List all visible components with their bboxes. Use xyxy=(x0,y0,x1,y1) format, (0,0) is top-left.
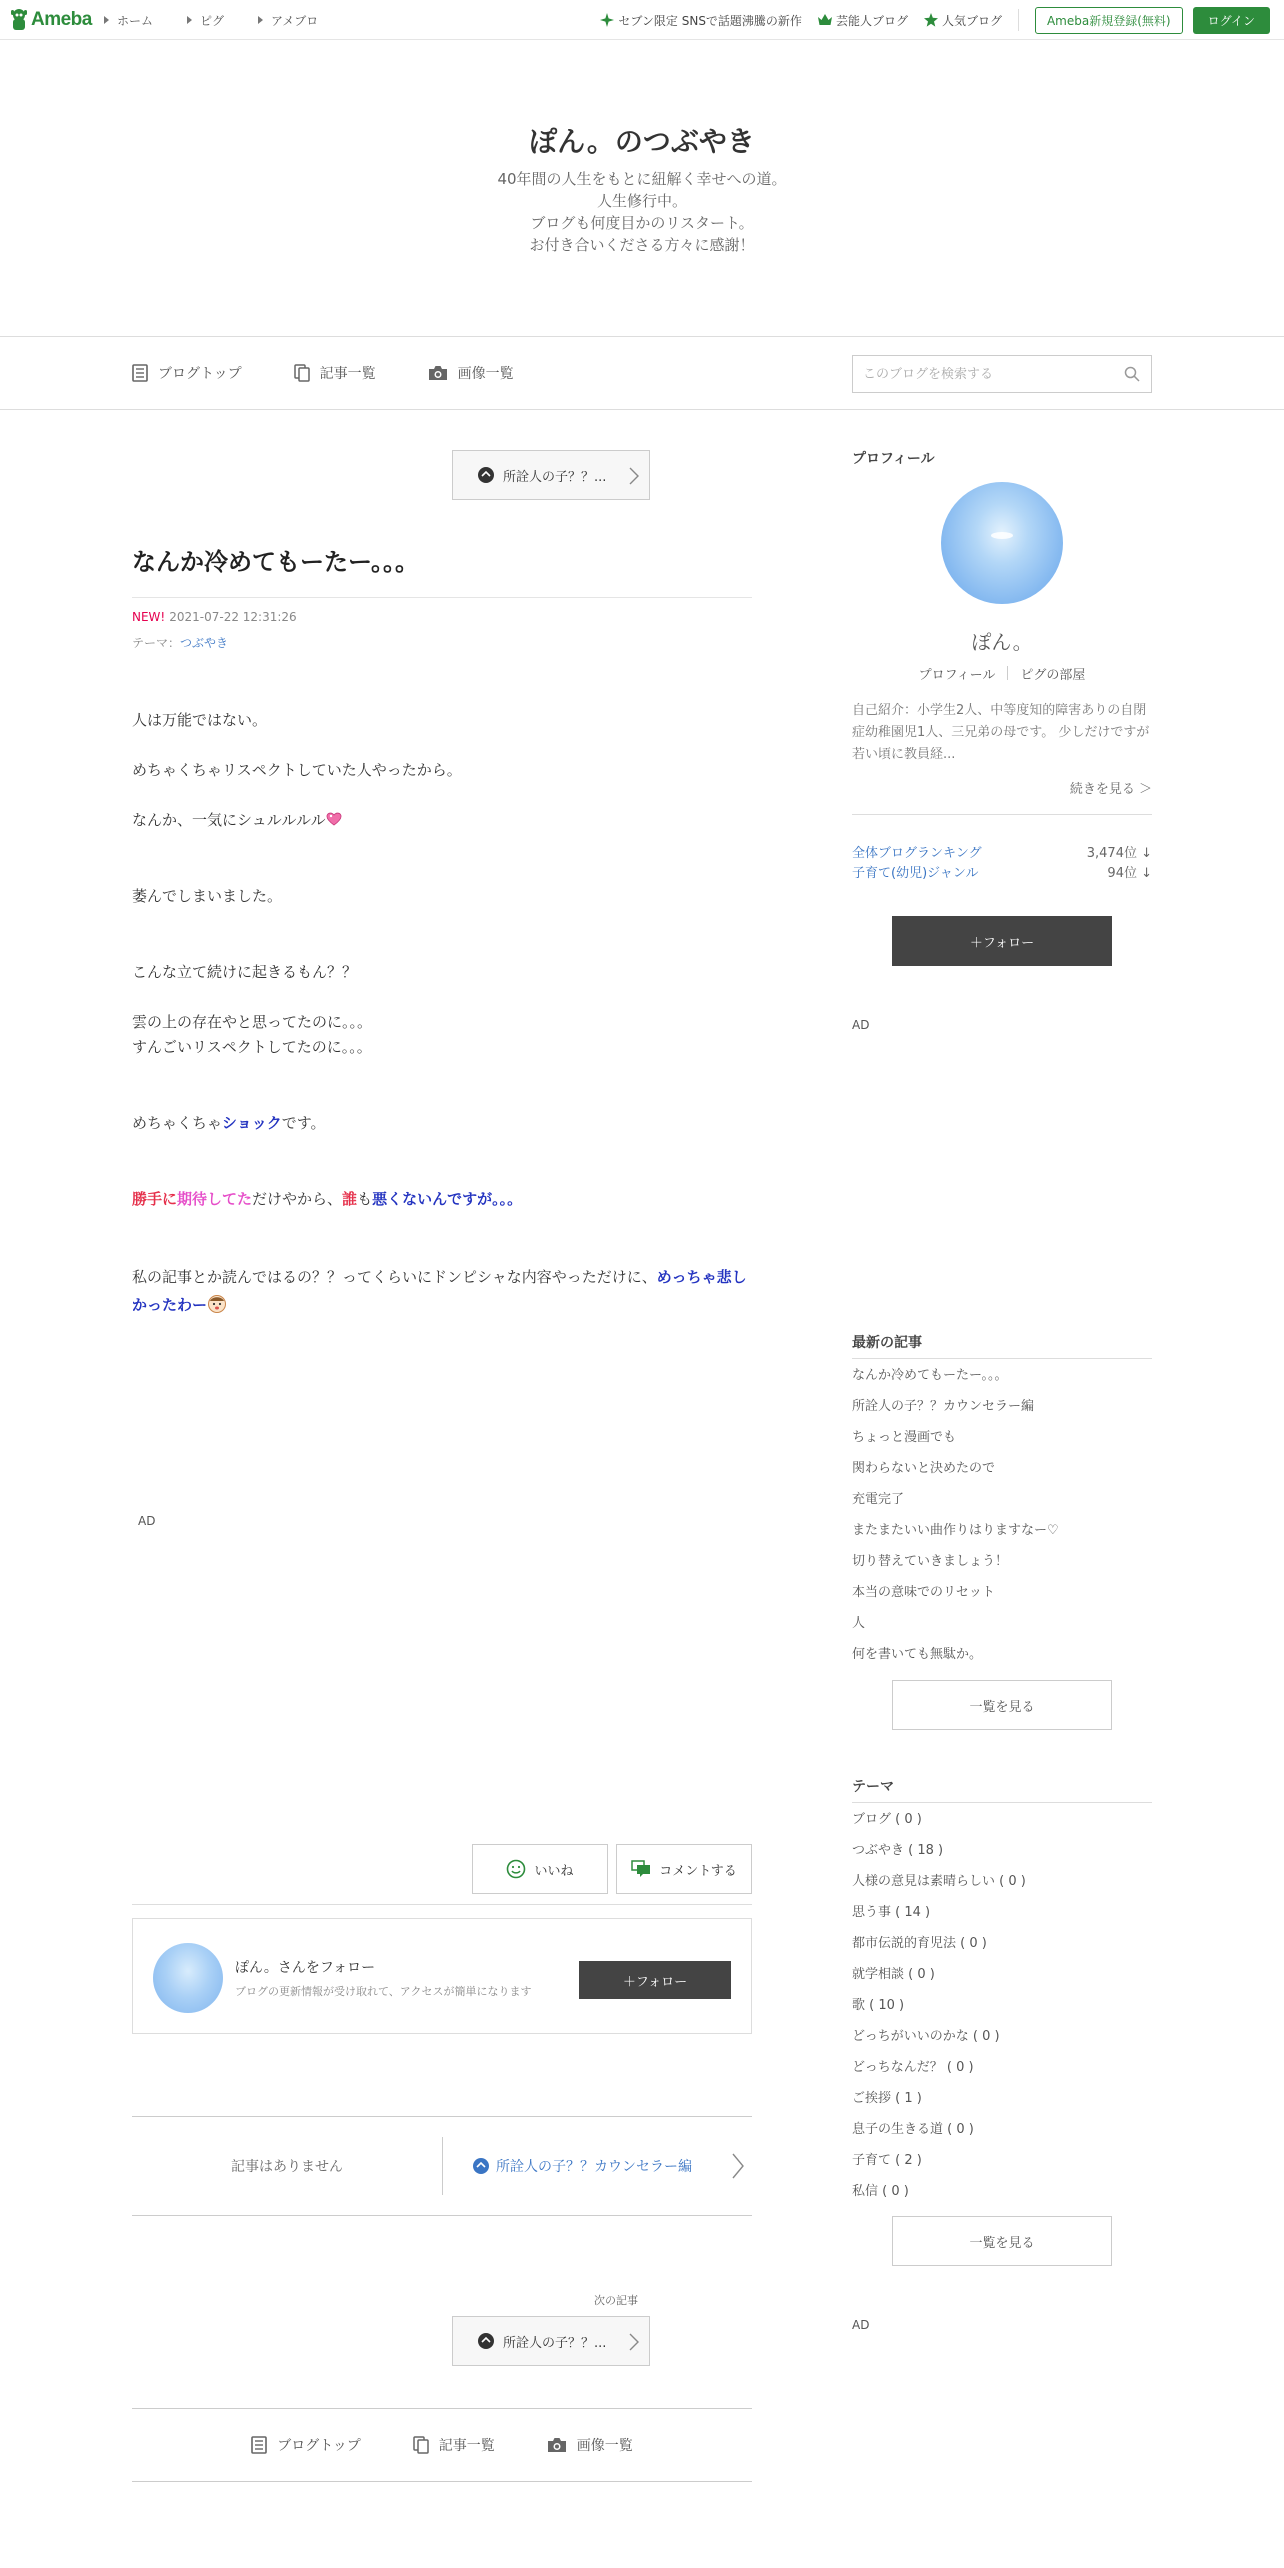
article-theme xyxy=(132,634,228,651)
ameba-mascot-icon xyxy=(10,8,28,32)
top-bar xyxy=(0,0,1284,40)
theme-link[interactable]: 子育て ( 2 ) xyxy=(852,2153,922,2168)
body-text: も xyxy=(357,1190,373,1208)
follow-button[interactable]: ＋フォロー xyxy=(579,1961,731,1999)
divider xyxy=(852,814,1152,815)
emphasis-text: 悪くないんですが。。。 xyxy=(372,1190,523,1208)
blog-title[interactable]: ぽん。のつぶやき xyxy=(529,125,755,158)
theme-link[interactable]: 就学相談 ( 0 ) xyxy=(852,1967,935,1982)
divider xyxy=(442,2137,443,2195)
top-right-links xyxy=(584,0,1270,40)
body-paragraph xyxy=(132,1187,752,1212)
recent-article-link[interactable]: なんか冷めてもーたー。。。 xyxy=(852,1368,1008,1383)
recent-more-button[interactable]: 一覧を見る xyxy=(892,1680,1112,1730)
chevron-right-icon xyxy=(732,2153,744,2179)
recent-article-link[interactable]: 何を書いても無駄か。 xyxy=(852,1647,983,1662)
popular-blog-link[interactable] xyxy=(924,12,1002,29)
body-paragraph xyxy=(132,1111,752,1136)
description-line: お付き合いくださる方々に感謝！ xyxy=(529,236,755,254)
topnav-label: アメブロ xyxy=(271,13,319,28)
recent-article-link[interactable]: 関わらないと決めたので xyxy=(852,1461,996,1476)
pager-label: 所詮人の子？？... xyxy=(503,2335,607,2351)
theme-link[interactable]: 人様の意見は素晴らしい ( 0 ) xyxy=(852,1874,1026,1889)
theme-link[interactable]: 思う事 ( 14 ) xyxy=(852,1905,931,1920)
next-article-pager-top[interactable] xyxy=(452,450,650,500)
caret-right-icon xyxy=(258,16,263,24)
link-label: 芸能人ブログ xyxy=(835,13,908,28)
ad-label: AD xyxy=(852,2318,870,2332)
description-line: ブログも何度目かのリスタート。 xyxy=(530,214,754,232)
ad-label: AD xyxy=(852,1018,870,1032)
body-paragraph xyxy=(132,1263,752,1319)
theme-link[interactable]: ご挨拶 ( 1 ) xyxy=(852,2091,922,2106)
pager-label: 所詮人の子？？... xyxy=(503,469,607,485)
bottom-nav xyxy=(132,2408,752,2482)
nav-label: 画像一覧 xyxy=(576,2438,633,2454)
emphasis-text: めっちゃ悲しかったわー xyxy=(132,1268,747,1314)
register-button[interactable]: Ameba新規登録(無料) xyxy=(1035,7,1183,34)
chevron-right-icon xyxy=(629,2333,639,2351)
profile-more-link[interactable]: 続きを見る ＞ xyxy=(1069,782,1152,797)
recent-article-link[interactable]: 人 xyxy=(852,1616,866,1631)
themes-heading: テーマ xyxy=(852,1776,1152,1803)
new-badge: NEW! xyxy=(132,610,166,624)
body-text: です。 xyxy=(281,1114,326,1132)
ameba-logo[interactable] xyxy=(10,8,92,32)
ranking-value: 3,474位 ↓ xyxy=(1086,846,1152,861)
topnav-label: ピグ xyxy=(200,13,225,28)
theme-link[interactable]: ブログ ( 0 ) xyxy=(852,1812,922,1827)
face-emoji-icon xyxy=(207,1296,227,1314)
top-nav xyxy=(104,0,352,40)
login-button[interactable]: ログイン xyxy=(1193,7,1270,34)
blog-nav xyxy=(0,336,1284,410)
follow-box xyxy=(132,1918,752,2034)
speech-bubble-icon xyxy=(477,466,495,484)
body-text: なんか、一気にシュルルルル xyxy=(132,811,326,829)
body-paragraph: 萎んでしまいました。 xyxy=(132,887,283,905)
topnav-pig[interactable] xyxy=(187,12,224,29)
crown-icon xyxy=(818,14,832,26)
emphasis-text: 勝手に xyxy=(132,1190,178,1208)
avatar[interactable] xyxy=(153,1943,223,2013)
comment-icon xyxy=(631,1860,651,1878)
chevron-right-icon xyxy=(629,467,639,485)
ad-label: AD xyxy=(138,1514,156,1528)
body-text: だけやから、 xyxy=(252,1190,343,1208)
profile-links xyxy=(852,664,1152,683)
theme-link[interactable]: つぶやき ( 18 ) xyxy=(852,1843,944,1858)
profile-name[interactable]: ぽん。 xyxy=(971,630,1033,654)
description-line: 人生修行中。 xyxy=(596,192,687,210)
ranking-label[interactable]: 子育て(幼児)ジャンル xyxy=(852,866,979,881)
theme-link[interactable]: 歌 ( 10 ) xyxy=(852,1998,905,2013)
copy-icon xyxy=(294,364,310,382)
body-paragraph: 雲の上の存在やと思ってたのに。。。 xyxy=(132,1013,373,1031)
follow-box-desc: ブログの更新情報が受け取れて、アクセスが簡単になります xyxy=(235,1985,532,1998)
sidebar-follow-button[interactable]: ＋フォロー xyxy=(892,916,1112,966)
themes-list xyxy=(852,1804,1152,2207)
pig-room-link[interactable]: ピグの部屋 xyxy=(1020,668,1086,683)
next-article-label: 次の記事 xyxy=(594,2294,638,2307)
nav-image-list[interactable] xyxy=(428,363,514,383)
recent-article-link[interactable]: 所詮人の子？？カウンセラー編 xyxy=(852,1399,1035,1414)
document-icon xyxy=(251,2436,267,2454)
article-datetime: 2021-07-22 12:31:26 xyxy=(169,610,297,624)
nav-label: ブログトップ xyxy=(277,2438,361,2454)
theme-link[interactable]: 息子の生きる道 ( 0 ) xyxy=(852,2122,974,2137)
ranking-row xyxy=(852,862,1152,881)
bottom-nav-image-list[interactable] xyxy=(547,2435,633,2455)
nav-label: 画像一覧 xyxy=(457,366,514,382)
article-title[interactable]: なんか冷めてもーたー。。。 xyxy=(132,542,752,598)
celebrity-blog-link[interactable] xyxy=(818,12,908,29)
nav-blog-top[interactable] xyxy=(132,363,242,383)
ranking-value: 94位 ↓ xyxy=(1107,866,1152,881)
body-paragraph xyxy=(132,808,752,833)
comment-button[interactable] xyxy=(616,1844,752,1894)
blog-search xyxy=(852,355,1152,393)
bottom-nav-article-list[interactable] xyxy=(413,2435,495,2455)
pink-heart-icon xyxy=(326,811,342,829)
themes-more-button[interactable]: 一覧を見る xyxy=(892,2216,1112,2266)
copy-icon xyxy=(413,2436,429,2454)
emphasis-text: 期待してた xyxy=(177,1190,253,1208)
search-input[interactable] xyxy=(853,367,1113,382)
bottom-nav-blog-top[interactable] xyxy=(251,2435,361,2455)
camera-icon xyxy=(547,2437,567,2453)
like-label: いいね xyxy=(534,1863,574,1879)
topnav-home[interactable] xyxy=(104,12,153,29)
body-paragraph: めちゃくちゃリスペクトしていた人やったから。 xyxy=(132,761,462,779)
blog-nav-items xyxy=(132,337,566,409)
topnav-label: ホーム xyxy=(117,13,154,28)
camera-icon xyxy=(428,365,448,381)
theme-link[interactable]: 都市伝説的育児法 ( 0 ) xyxy=(852,1936,987,1951)
caret-right-icon xyxy=(104,16,109,24)
divider xyxy=(132,1904,752,1905)
nav-label: 記事一覧 xyxy=(438,2438,495,2454)
theme-link[interactable]: つぶやき xyxy=(180,636,229,650)
next-article-pager-bottom[interactable] xyxy=(452,2316,650,2366)
nav-label: 記事一覧 xyxy=(319,366,376,382)
body-text: 私の記事とか読んではるの？？ってくらいにドンピシャな内容やっただけに、 xyxy=(132,1268,657,1286)
body-text: めちゃくちゃ xyxy=(132,1114,223,1132)
nav-article-list[interactable] xyxy=(294,363,376,383)
document-icon xyxy=(132,364,148,382)
theme-link[interactable]: どっちなんだ？ ( 0 ) xyxy=(852,2060,974,2075)
theme-prefix: テーマ： xyxy=(132,636,181,650)
profile-avatar[interactable] xyxy=(941,482,1063,604)
profile-heading: プロフィール xyxy=(852,451,935,467)
link-label: 人気ブログ xyxy=(941,13,1002,28)
description-line: 40年間の人生をもとに紐解く幸せへの道。 xyxy=(497,170,787,188)
nav-label: ブログトップ xyxy=(158,366,242,382)
profile-link[interactable]: プロフィール xyxy=(918,668,996,683)
ranking-label[interactable]: 全体ブログランキング xyxy=(852,846,982,861)
recent-article-link[interactable]: ちょっと漫画でも xyxy=(852,1430,957,1445)
theme-link[interactable]: 私信 ( 0 ) xyxy=(852,2184,909,2199)
recent-article-link[interactable]: 充電完了 xyxy=(852,1492,905,1507)
article-meta xyxy=(132,610,297,624)
sparkle-icon xyxy=(600,13,614,27)
link-label: セブン限定 SNSで話題沸騰の新作 xyxy=(618,13,802,28)
recent-article-link[interactable]: またまたいい曲作りはりますなー♡ xyxy=(852,1523,1059,1538)
star-icon xyxy=(924,13,938,27)
speech-bubble-icon xyxy=(477,2332,495,2350)
body-paragraph: すんごいリスペクトしてたのに。。。 xyxy=(132,1038,372,1056)
article-prev-next xyxy=(132,2116,752,2216)
search-icon[interactable] xyxy=(1113,356,1151,392)
smile-icon xyxy=(506,1859,526,1879)
logo-text: Ameba xyxy=(31,9,92,30)
like-button[interactable] xyxy=(472,1844,608,1894)
next-article-link[interactable] xyxy=(472,2117,692,2215)
blog-description xyxy=(0,168,1284,256)
prev-article-none: 記事はありません xyxy=(231,2159,343,2175)
topnav-ameblo[interactable] xyxy=(258,12,318,29)
recent-article-link[interactable]: 本当の意味でのリセット xyxy=(852,1585,995,1600)
recent-article-link[interactable]: 切り替えていきましょう！ xyxy=(852,1554,1009,1569)
divider xyxy=(1018,9,1019,31)
theme-link[interactable]: どっちがいいのかな ( 0 ) xyxy=(852,2029,1000,2044)
emphasis-text: 誰 xyxy=(342,1190,358,1208)
profile-intro: 自己紹介：小学生2人、中等度知的障害ありの自閉症幼稚園児1人、三兄弟の母です。 少しだけですが若い頃に教員経... xyxy=(852,703,1150,762)
recent-articles-list xyxy=(852,1360,1152,1670)
body-paragraph: こんな立て続けに起きるもん？？ xyxy=(132,963,358,981)
caret-right-icon xyxy=(187,16,192,24)
emphasis-text: ショック xyxy=(222,1114,282,1132)
ranking-row xyxy=(852,842,1152,861)
next-article-title: 所詮人の子？？カウンセラー編 xyxy=(496,2159,692,2175)
comment-label: コメントする xyxy=(659,1863,737,1879)
speech-bubble-icon xyxy=(472,2157,490,2175)
recent-heading: 最新の記事 xyxy=(852,1332,1152,1359)
blog-header xyxy=(0,40,1284,336)
follow-box-name: ぽん。さんをフォロー xyxy=(235,1960,376,1976)
body-paragraph: 人は万能ではない。 xyxy=(132,711,268,729)
divider xyxy=(1007,666,1008,680)
seven-promo-link[interactable] xyxy=(600,12,802,29)
